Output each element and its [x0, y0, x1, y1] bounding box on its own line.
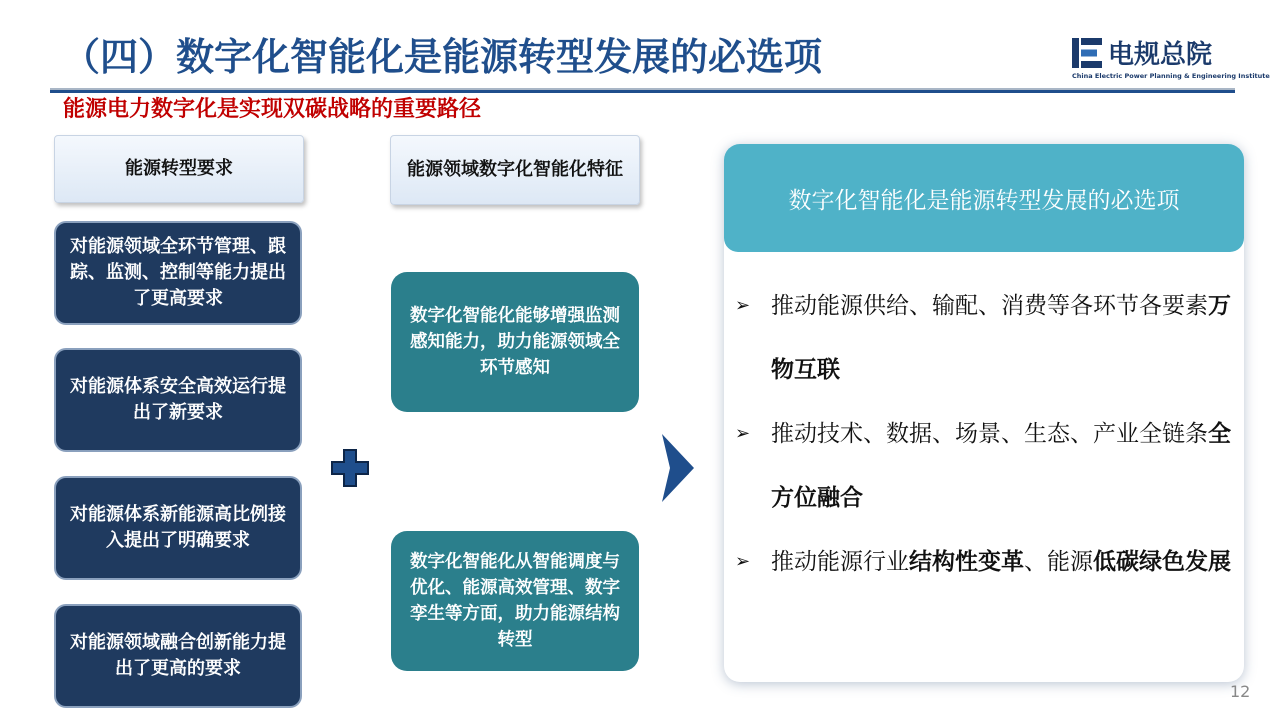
bullet-emphasis: 万物互联 [771, 292, 1231, 383]
conclusion-bullet-3 [735, 530, 1235, 594]
slide-subtitle: 能源电力数字化是实现双碳战略的重要路径 [63, 96, 482, 122]
epei-logo-icon [1072, 38, 1102, 68]
middle-column-header: 能源领域数字化智能化特征 [390, 135, 640, 205]
bullet-arrow-icon: ➢ [735, 423, 751, 444]
requirement-box-4: 对能源领域融合创新能力提出了更高的要求 [54, 604, 302, 708]
logo-english-name: China Electric Power Planning & Engineering Institute [1072, 72, 1270, 80]
left-column-header: 能源转型要求 [54, 135, 304, 203]
bullet-arrow-icon: ➢ [735, 295, 751, 316]
conclusion-bullet-2 [735, 402, 1235, 530]
arrow-right-icon [660, 430, 696, 506]
conclusion-bullet-1 [735, 274, 1235, 402]
bullet-text: 推动技术、数据、场景、生态、产业全链条 [771, 421, 1208, 447]
bullet-emphasis: 全方位融合 [771, 420, 1231, 511]
page-number: 12 [1230, 682, 1251, 701]
logo-name: 电规总院 [1108, 40, 1213, 70]
feature-box-1: 数字化智能化能够增强监测感知能力，助力能源领域全环节感知 [391, 272, 639, 412]
bullet-text: 推动能源行业 [771, 549, 909, 575]
bullet-arrow-icon: ➢ [735, 551, 751, 572]
bullet-text: 推动能源供给、输配、消费等各环节各要素 [771, 293, 1208, 319]
plus-icon [330, 448, 370, 488]
bullet-emphasis: 结构性变革 [909, 548, 1024, 575]
logo [1072, 34, 1270, 82]
conclusion-bullet-list [735, 274, 1235, 594]
requirement-box-1: 对能源领域全环节管理、跟踪、监测、控制等能力提出了更高要求 [54, 221, 302, 325]
slide-title: （四）数字化智能化是能源转型发展的必选项 [62, 35, 823, 79]
conclusion-panel-header: 数字化智能化是能源转型发展的必选项 [724, 144, 1244, 252]
bullet-text: 、能源 [1024, 549, 1093, 575]
feature-box-2: 数字化智能化从智能调度与优化、能源高效管理、数字孪生等方面，助力能源结构转型 [391, 531, 639, 671]
requirement-box-3: 对能源体系新能源高比例接入提出了明确要求 [54, 476, 302, 580]
bullet-emphasis: 低碳绿色发展 [1093, 548, 1231, 575]
requirement-box-2: 对能源体系安全高效运行提出了新要求 [54, 348, 302, 452]
